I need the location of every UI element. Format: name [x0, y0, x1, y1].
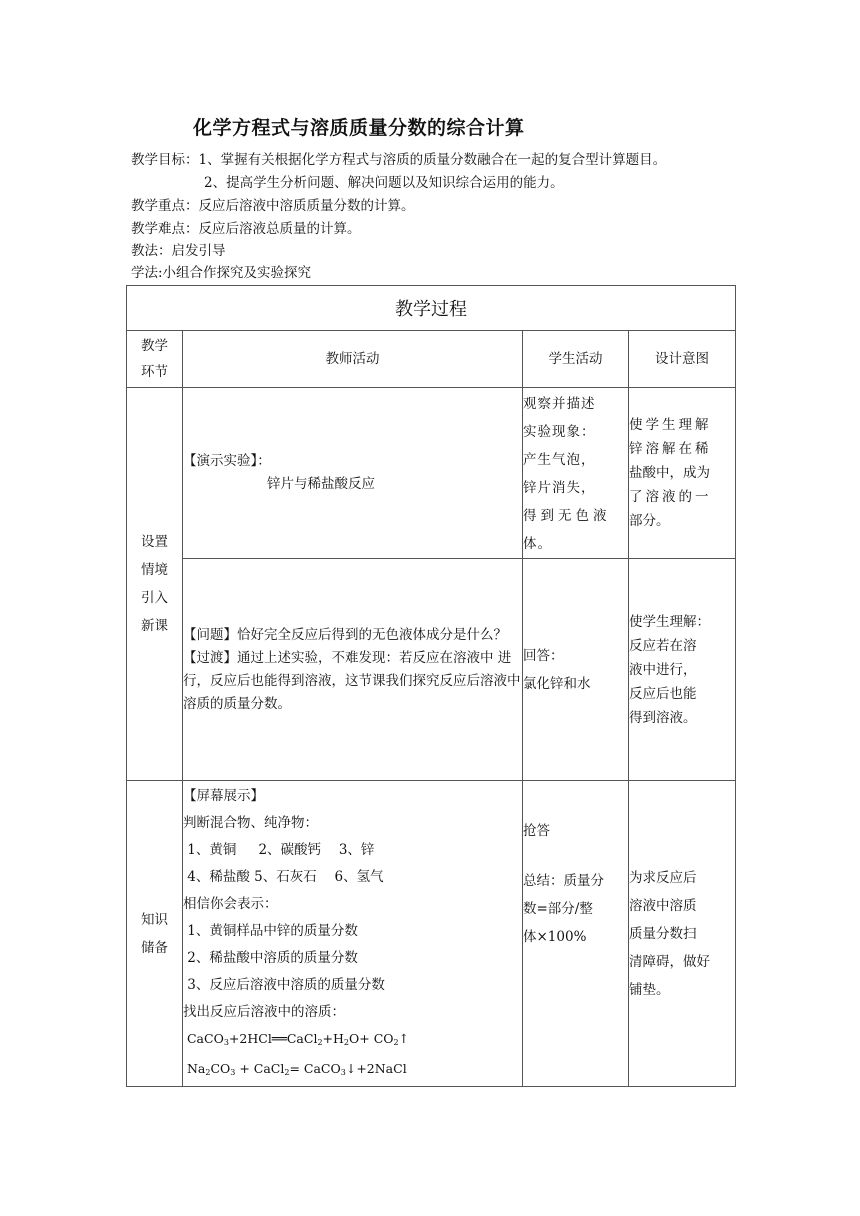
eq-part: ↓+2NaCl — [345, 1061, 407, 1076]
student-line: 产生气泡， — [523, 452, 596, 468]
intent-line: 质量分数扫 — [629, 925, 697, 942]
eq-sub: 2 — [343, 1038, 350, 1047]
intent-line: 液中进行， — [629, 661, 697, 678]
intent-line: 反应后也能 — [629, 685, 697, 702]
teaching-process-table — [126, 285, 736, 1087]
eq-part: Na — [186, 1061, 206, 1076]
stage-knowledge — [127, 781, 183, 1087]
intent-understand-zinc — [629, 388, 736, 559]
document-title: 化学方程式与溶质质量分数的综合计算 — [193, 117, 525, 139]
eq-sub: 3 — [223, 1038, 229, 1047]
teacher-activity-screen — [183, 781, 523, 1087]
eq-sub: 3 — [230, 1068, 236, 1077]
intent-reaction-solution — [629, 559, 736, 781]
header-teacher: 教师活动 — [183, 331, 523, 388]
intent-line: 使学生理解 — [629, 417, 712, 433]
intent-line: 部分。 — [629, 513, 670, 529]
intent-line: 了溶液的一 — [629, 489, 712, 505]
screen-line: 判断混合物、纯净物： — [183, 815, 318, 831]
intent-line: 铺垫。 — [629, 981, 670, 998]
eq-sub: 2 — [393, 1038, 399, 1047]
eq-part: O+ CO — [349, 1031, 394, 1046]
intent-line: 盐酸中，成为 — [629, 465, 710, 481]
stage-intro — [127, 388, 183, 781]
eq-part: ↑ — [398, 1031, 410, 1046]
stage-line: 新课 — [141, 618, 168, 634]
screen-line: 1、黄铜 2、碳酸钙 3、锌 — [183, 842, 375, 858]
student-line: 氯化锌和水 — [523, 675, 591, 692]
table-row — [127, 388, 736, 559]
intent-line: 为求反应后 — [629, 869, 697, 886]
table-row — [127, 781, 736, 1087]
intent-preparation — [629, 781, 736, 1087]
question-text: 【问题】恰好完全反应后得到的无色液体成分是什么？ — [183, 626, 507, 643]
demo-label: 【演示实验】： — [183, 453, 271, 469]
header-stage — [127, 331, 183, 388]
header-student: 学生活动 — [523, 331, 629, 388]
eq-part: + CaCl — [235, 1061, 285, 1076]
student-activity-answer — [523, 559, 629, 781]
teaching-goals — [131, 150, 666, 170]
difficulty: 教学难点：反应后溶液总质量的计算。 — [131, 221, 361, 237]
header-stage-line1: 教学 — [141, 338, 168, 354]
quick-answer: 抢答 — [523, 823, 550, 839]
process-title: 教学过程 — [127, 286, 736, 331]
goal-2: 2、提高学生分析问题、解决问题以及知识综合运用的能力。 — [204, 175, 564, 191]
stage-line: 储备 — [141, 939, 168, 956]
table-row — [127, 559, 736, 781]
student-activity-summary — [523, 781, 629, 1087]
student-line: 回答： — [523, 647, 564, 664]
header-row — [127, 331, 736, 388]
key-point: 教学重点：反应后溶液中溶质质量分数的计算。 — [131, 198, 415, 214]
equation-na2co3 — [183, 1056, 522, 1086]
student-activity-observe — [523, 388, 629, 559]
intent-line: 得到溶液。 — [629, 709, 697, 726]
summary-line: 体×100% — [523, 929, 587, 945]
student-line: 体。 — [523, 536, 552, 552]
intent-line: 反应若在溶 — [629, 637, 697, 654]
screen-line: 1、黄铜样品中锌的质量分数 — [183, 923, 358, 939]
goal-1: 1、掌握有关根据化学方程式与溶质的质量分数融合在一起的复合型计算题目。 — [198, 152, 667, 168]
eq-sub: 2 — [284, 1068, 290, 1077]
stage-line: 知识 — [141, 911, 168, 928]
teacher-activity-demo — [183, 388, 523, 559]
stage-line: 设置 — [141, 534, 168, 550]
demo-experiment: 锌片与稀盐酸反应 — [267, 476, 375, 492]
eq-sub: 3 — [340, 1068, 346, 1077]
eq-sub: 2 — [205, 1068, 211, 1077]
student-line: 得到无色液 — [523, 508, 611, 524]
teaching-goals-line2 — [131, 173, 564, 193]
stage-line: 引入 — [141, 590, 168, 606]
teacher-activity-question — [183, 559, 523, 781]
eq-part: CaCO — [186, 1031, 224, 1046]
eq-part: +2HCl══CaCl — [228, 1031, 318, 1046]
student-line: 观察并描述 — [523, 396, 596, 412]
summary-line: 数=部分/整 — [523, 901, 593, 917]
intent-line: 清障碍，做好 — [629, 953, 710, 970]
goals-label: 教学目标： — [131, 152, 199, 168]
screen-line: 2、稀盐酸中溶质的质量分数 — [183, 950, 358, 966]
intent-line: 锌溶解在稀 — [629, 441, 712, 457]
screen-line: 4、稀盐酸 5、石灰石 6、氢气 — [183, 869, 384, 885]
screen-line: 找出反应后溶液中的溶质： — [183, 1004, 345, 1020]
summary-line: 总结：质量分 — [523, 873, 604, 889]
student-line: 锌片消失， — [523, 480, 596, 496]
eq-part: CO — [210, 1061, 231, 1076]
header-stage-line2: 环节 — [141, 364, 168, 380]
eq-part: +H — [322, 1031, 344, 1046]
teaching-method: 教法：启发引导 — [131, 243, 226, 259]
stage-line: 情境 — [141, 562, 168, 578]
intent-line: 使学生理解： — [629, 613, 710, 630]
eq-sub: 2 — [317, 1038, 323, 1047]
screen-line: 相信你会表示： — [183, 896, 278, 912]
equation-caco3 — [183, 1026, 522, 1056]
screen-line: 3、反应后溶液中溶质的质量分数 — [183, 977, 385, 993]
header-intent: 设计意图 — [629, 331, 736, 388]
student-line: 实验现象： — [523, 424, 596, 440]
intent-line: 溶液中溶质 — [629, 897, 697, 914]
eq-part: = CaCO — [289, 1061, 341, 1076]
screen-line: 【屏幕展示】 — [183, 788, 264, 804]
learning-method: 学法:小组合作探究及实验探究 — [131, 265, 312, 281]
transition-text: 【过渡】通过上述实验，不难发现：若反应在溶液中 进行，反应后也能得到溶液，这节课我们探究反应后溶液中溶质的质量分数。 — [183, 649, 521, 712]
